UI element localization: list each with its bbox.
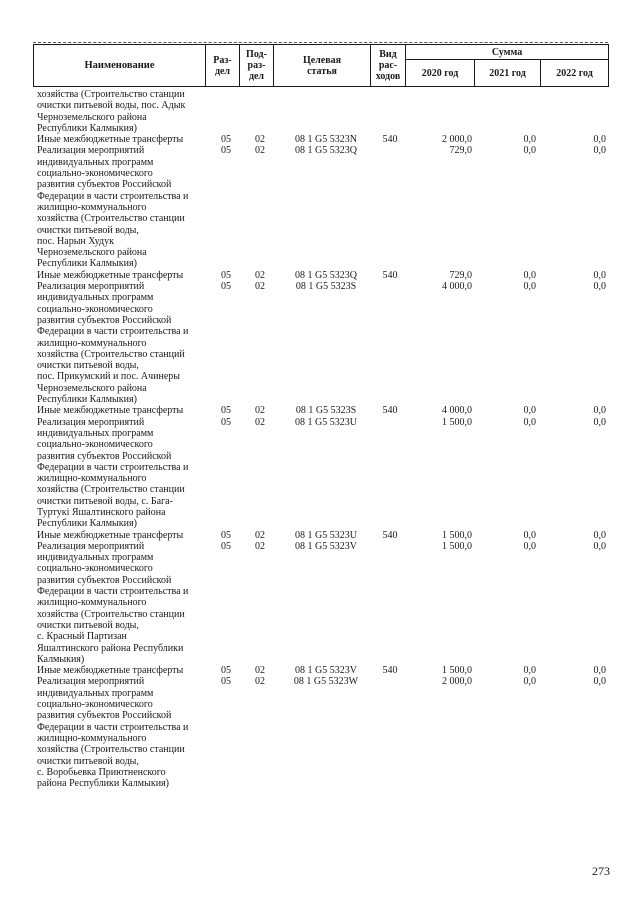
row-sum-2022: 0,0 (593, 540, 606, 552)
header-summa: Сумма (406, 45, 609, 60)
table-header (33, 44, 609, 87)
row-celevaya-statya: 08 1 G5 5323U (295, 529, 357, 541)
row-name: Иные межбюджетные трансферты (37, 665, 184, 677)
row-sum-2022: 0,0 (593, 405, 606, 417)
page-number: 273 (592, 864, 610, 878)
row-vid-rashodov: 540 (382, 134, 398, 146)
table-row (0, 405, 640, 416)
row-podrazdel: 02 (255, 145, 265, 157)
row-razdel: 05 (221, 676, 231, 688)
row-sum-2020: 1 500,0 (442, 665, 472, 677)
row-name: Иные межбюджетные трансферты (37, 269, 184, 281)
row-razdel: 05 (221, 540, 231, 552)
row-name: Реализация мероприятий индивидуальных программ социально-экономического развития субъектов Российской Федерации в части строительства и жилищно-коммунального хозяйства (Строительство станции очистки питьевой воды, с. Красный Партизан Яшалтинского района Республики Калмыкия) (37, 540, 189, 665)
row-celevaya-statya: 08 1 G5 5323S (295, 281, 357, 293)
row-sum-2020: 1 500,0 (442, 529, 472, 541)
row-sum-2022: 0,0 (593, 665, 606, 677)
row-celevaya-statya: 08 1 G5 5323V (295, 540, 357, 552)
row-podrazdel: 02 (255, 134, 265, 146)
header-year-2020: 2020 год (406, 60, 475, 87)
row-sum-2021: 0,0 (523, 405, 536, 417)
table-row (0, 89, 640, 134)
row-celevaya-statya: 08 1 G5 5323V (295, 665, 357, 677)
table-row (0, 145, 640, 269)
top-dashed-rule (33, 42, 608, 43)
row-sum-2021: 0,0 (523, 269, 536, 281)
header-razdel: Раз- дел (206, 45, 240, 87)
row-podrazdel: 02 (255, 416, 265, 428)
row-sum-2020: 2 000,0 (442, 676, 472, 688)
row-sum-2020: 1 500,0 (442, 540, 472, 552)
header-celevaya-statya: Целевая статья (274, 45, 371, 87)
row-razdel: 05 (221, 269, 231, 281)
row-podrazdel: 02 (255, 540, 265, 552)
header-vid-rashodov: Вид рас- ходов (371, 45, 406, 87)
row-razdel: 05 (221, 134, 231, 146)
row-sum-2021: 0,0 (523, 134, 536, 146)
row-name: Реализация мероприятий индивидуальных программ социально-экономического развития субъектов Российской Федерации в части строительства и жилищно-коммунального хозяйства (Строительство станции очистки питьевой воды, с. Бага- Туртукі Яшалтинского района Республики Калмыкия) (37, 416, 189, 530)
row-name: Реализация мероприятий индивидуальных программ социально-экономического развития субъектов Российской Федерации в части строительства и жилищно-коммунального хозяйства (Строительство станции очистки питьевой воды, пос. Нарын Худук Черноземельского района Республики Калмыкия) (37, 145, 189, 270)
row-sum-2021: 0,0 (523, 676, 536, 688)
row-celevaya-statya: 08 1 G5 5323N (295, 134, 357, 146)
row-sum-2020: 729,0 (449, 145, 472, 157)
row-podrazdel: 02 (255, 665, 265, 677)
row-vid-rashodov: 540 (382, 529, 398, 541)
row-sum-2021: 0,0 (523, 281, 536, 293)
row-sum-2022: 0,0 (593, 145, 606, 157)
row-sum-2021: 0,0 (523, 665, 536, 677)
table-body (0, 89, 640, 789)
row-podrazdel: 02 (255, 529, 265, 541)
row-razdel: 05 (221, 529, 231, 541)
table-row (0, 665, 640, 676)
row-name: Реализация мероприятий индивидуальных программ социально-экономического развития субъектов Российской Федерации в части строительства и жилищно-коммунального хозяйства (Строительство станции очистки питьевой воды, с. Воробьевка Приютненского района Республики Калмыкия) (37, 676, 189, 790)
row-vid-rashodov: 540 (382, 269, 398, 281)
row-celevaya-statya: 08 1 G5 5323U (295, 416, 357, 428)
header-year-2021: 2021 год (475, 60, 541, 87)
header-year-2022: 2022 год (541, 60, 609, 87)
header-podrazdel: Под- раз- дел (240, 45, 274, 87)
row-sum-2022: 0,0 (593, 281, 606, 293)
row-celevaya-statya: 08 1 G5 5323Q (295, 269, 357, 281)
table-row (0, 530, 640, 541)
row-razdel: 05 (221, 405, 231, 417)
table-row (0, 417, 640, 530)
row-sum-2022: 0,0 (593, 416, 606, 428)
row-sum-2021: 0,0 (523, 540, 536, 552)
row-sum-2020: 4 000,0 (442, 405, 472, 417)
row-celevaya-statya: 08 1 G5 5323Q (295, 145, 357, 157)
row-celevaya-statya: 08 1 G5 5323S (295, 405, 357, 417)
row-name: хозяйства (Строительство станции очистки питьевой воды, пос. Адык Черноземельского района Республики Калмыкия) (37, 89, 186, 134)
row-name: Иные межбюджетные трансферты (37, 134, 184, 146)
table-row (0, 270, 640, 281)
row-razdel: 05 (221, 281, 231, 293)
row-sum-2021: 0,0 (523, 145, 536, 157)
table-row (0, 676, 640, 789)
row-sum-2020: 4 000,0 (442, 281, 472, 293)
row-sum-2022: 0,0 (593, 676, 606, 688)
table-row (0, 281, 640, 405)
row-podrazdel: 02 (255, 281, 265, 293)
row-celevaya-statya: 08 1 G5 5323W (293, 676, 359, 688)
row-podrazdel: 02 (255, 269, 265, 281)
row-podrazdel: 02 (255, 405, 265, 417)
header-name: Наименование (34, 45, 206, 87)
row-sum-2020: 729,0 (449, 269, 472, 281)
table-row (0, 134, 640, 145)
row-sum-2021: 0,0 (523, 416, 536, 428)
row-vid-rashodov: 540 (382, 405, 398, 417)
row-sum-2020: 2 000,0 (442, 134, 472, 146)
row-name: Иные межбюджетные трансферты (37, 405, 184, 417)
row-razdel: 05 (221, 665, 231, 677)
row-razdel: 05 (221, 145, 231, 157)
row-podrazdel: 02 (255, 676, 265, 688)
row-razdel: 05 (221, 416, 231, 428)
row-sum-2021: 0,0 (523, 529, 536, 541)
row-vid-rashodov: 540 (382, 665, 398, 677)
row-name: Иные межбюджетные трансферты (37, 529, 184, 541)
row-sum-2022: 0,0 (593, 269, 606, 281)
table-row (0, 541, 640, 665)
row-sum-2022: 0,0 (593, 529, 606, 541)
row-sum-2022: 0,0 (593, 134, 606, 146)
row-name: Реализация мероприятий индивидуальных программ социально-экономического развития субъектов Российской Федерации в части строительства и жилищно-коммунального хозяйства (Строительство станций очистки питьевой воды, пос. Прикумский и пос. Ачинеры Черноземельского района Республики Калмыкия) (37, 281, 189, 406)
row-sum-2020: 1 500,0 (442, 416, 472, 428)
